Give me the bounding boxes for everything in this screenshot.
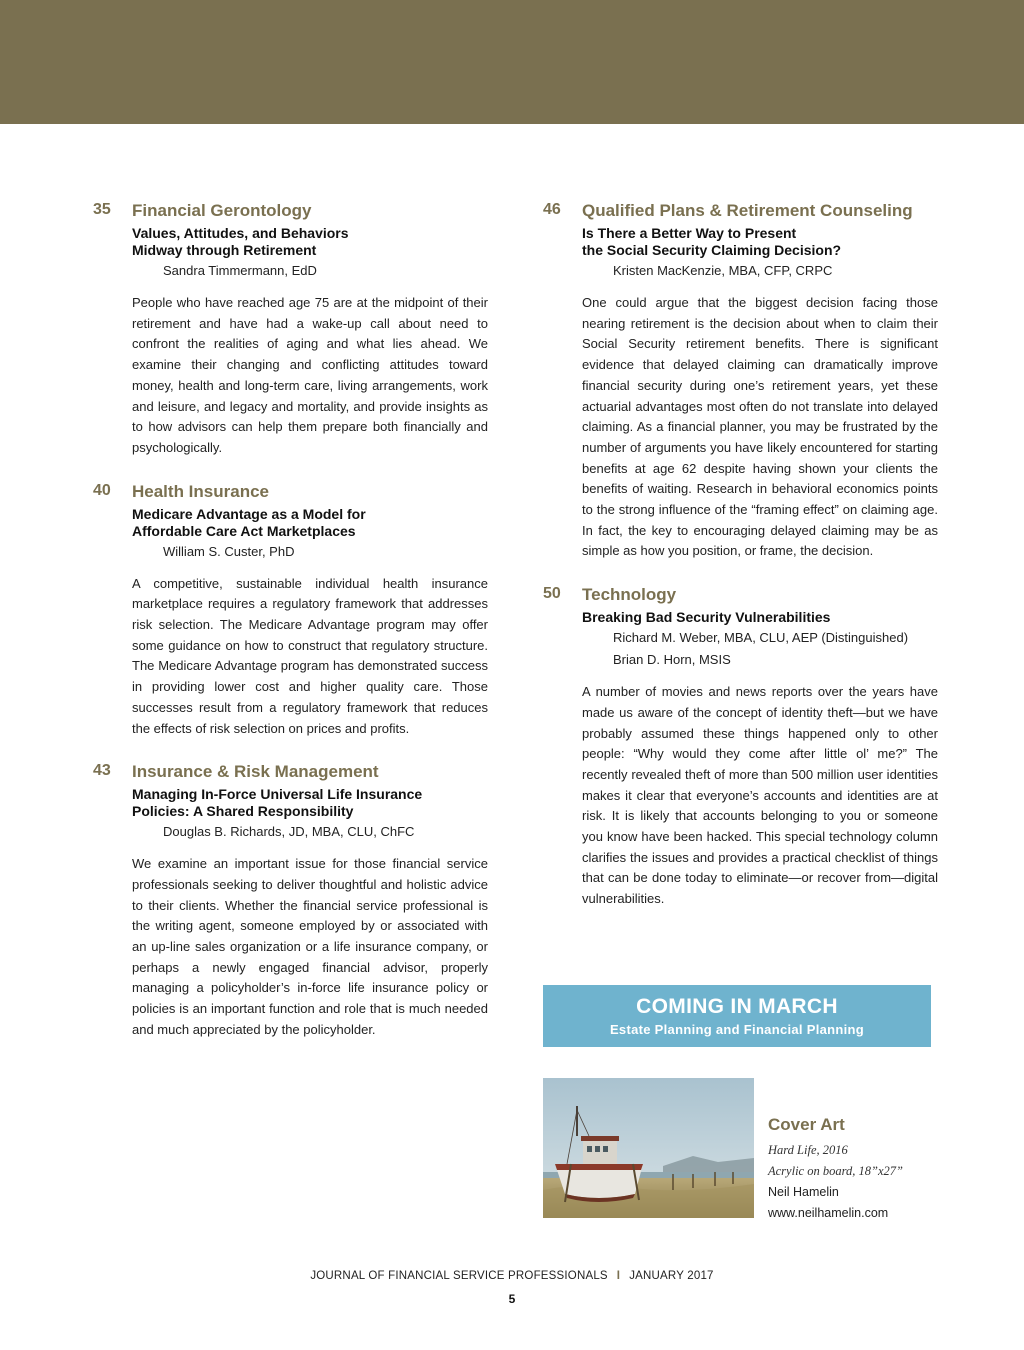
article-author: Douglas B. Richards, JD, MBA, CLU, ChFC [163, 824, 415, 840]
article [88, 200, 488, 459]
page-footer [0, 1270, 1024, 1282]
cover-art-heading: Cover Art [768, 1115, 845, 1134]
cover-art-website-link[interactable]: www.neilhamelin.com [768, 1206, 889, 1220]
article-headline-line[interactable]: Managing In-Force Universal Life Insurance [132, 786, 423, 803]
page-number: 5 [508, 1292, 516, 1306]
article-summary: A number of movies and news reports over the years have made us aware of the concept of identity theft—but we have probably assumed these things happened only to other people: “Why would they come after little ol’ me?” The recently revealed theft of more than 500 million user identities makes it clear that everyone’s accounts and identities are at risk. It is likely that accounts belonging to you or someone you know have been hacked. This special technology column clarifies the issues and provides a practical checklist of things that can be done today to eliminate—or recover from—digital vulnerabilities. [582, 684, 938, 907]
article-authors [132, 261, 488, 281]
article-headline-line[interactable]: Is There a Better Way to Present [582, 225, 797, 241]
article-headline-line[interactable]: Breaking Bad Security Vulnerabilities [582, 609, 831, 626]
article-author: Kristen MacKenzie, MBA, CFP, CRPC [613, 263, 833, 278]
article [88, 481, 488, 740]
article [538, 200, 938, 562]
coming-in-march-banner [543, 985, 931, 1047]
article-section-title[interactable]: Technology [582, 585, 677, 605]
article-section-title[interactable]: Insurance & Risk Management [132, 762, 379, 782]
article-section-title[interactable]: Qualified Plans & Retirement Counseling [582, 201, 913, 220]
cover-art-title: Hard Life, 2016 [768, 1143, 848, 1157]
footer-separator: I [616, 1270, 621, 1282]
article-summary: One could argue that the biggest decision facing those nearing retirement is the decision about when to claim their Social Security retirement benefits. There is significant evidence that delayed claiming can dramatically improve financial security during one’s retirement years, yet these actuarial advantages most often do not translate into delayed claiming. As a financial planner, you may be frustrated by the number of arguments you have likely encountered for starting benefits at age 62 despite having shown your clients the benefits of waiting. Research in behavioral economics points to the strong influence of the “framing effect” on claiming age. In fact, the key to encouraging delayed claiming may be as simple as how you position, or frame, the decision. [582, 295, 938, 559]
article-headline-line[interactable]: Policies: A Shared Responsibility [132, 803, 354, 820]
article-authors [132, 822, 488, 842]
article-section-title[interactable]: Health Insurance [132, 481, 269, 501]
article [538, 584, 938, 910]
coming-subtitle: Estate Planning and Financial Planning [609, 1022, 865, 1037]
article-author: Sandra Timmermann, EdD [163, 263, 317, 278]
cover-art-medium: Acrylic on board, 18”x27” [768, 1164, 903, 1178]
cover-art-painting [543, 1078, 754, 1218]
article-authors [132, 542, 488, 562]
article-summary: A competitive, sustainable individual health insurance marketplace requires a regulatory framework that addresses risk selection. The Medicare Advantage program may offer some guidance on how to construct that regulatory structure. The Medicare Advantage program has demonstrated success in providing lower cost and higher quality care. Those successes result from a regulatory framework that reduces the effects of risk selection on prices and profits. [132, 575, 488, 736]
article-headline-line[interactable]: Values, Attitudes, and Behaviors [132, 225, 349, 241]
article-headline-line[interactable]: the Social Security Claiming Decision? [582, 242, 842, 258]
article-headline-line[interactable]: Midway through Retirement [132, 242, 317, 258]
article-author: Brian D. Horn, MSIS [613, 652, 731, 668]
article-headline-line[interactable]: Medicare Advantage as a Model for [132, 505, 366, 522]
article-headline-line[interactable]: Affordable Care Act Marketplaces [132, 522, 356, 539]
footer-journal-name: JOURNAL OF FINANCIAL SERVICE PROFESSIONALS [310, 1270, 608, 1282]
article-authors [582, 261, 938, 281]
article-page-number: 40 [93, 481, 111, 499]
cover-art-artist: Neil Hamelin [768, 1185, 839, 1199]
article-summary: People who have reached age 75 are at the midpoint of their retirement and have had a wake-up call about need to confront the realities of aging and what lies ahead. We examine their changing and conflicting attitudes toward money, health and long-term care, living arrangements, work and leisure, and legacy and mortality, and provide insights as to how advisors can help them prepare both financially and psychologically. [132, 295, 488, 455]
article-author: William S. Custer, PhD [163, 543, 295, 559]
article-section-title[interactable]: Financial Gerontology [132, 201, 312, 220]
header-band [0, 0, 1024, 124]
article-page-number: 46 [543, 201, 561, 218]
left-column [88, 200, 488, 1063]
article-author: Richard M. Weber, MBA, CLU, AEP (Distinguished) [613, 630, 909, 646]
right-column [538, 200, 938, 932]
article-page-number: 43 [93, 762, 111, 780]
article [88, 761, 488, 1040]
article-page-number: 35 [93, 201, 111, 218]
coming-title: COMING IN MARCH [636, 995, 838, 1018]
article-page-number: 50 [543, 585, 561, 603]
footer-date: JANUARY 2017 [629, 1270, 714, 1282]
cover-art-info [768, 1114, 968, 1224]
article-summary: We examine an important issue for those financial service professionals seeking to deliver thoughtful and holistic advice to their clients. Whether the financial service professional is the writing agent, someone employed by or associated with an up-line sales organization or a life insurance company, or perhaps a newly engaged financial advisor, properly managing a policyholder’s in-force life insurance policy or policies is an important function and role that is much needed and much appreciated by the policyholder. [132, 856, 488, 1037]
article-authors [582, 628, 938, 670]
